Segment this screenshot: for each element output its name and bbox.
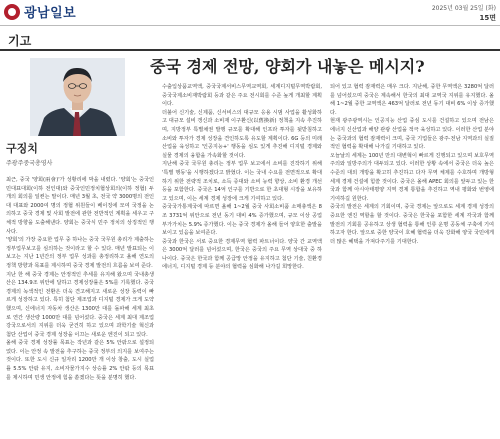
- article-headline: 중국 경제 전망, 양회가 내놓은 메시지?: [150, 57, 425, 76]
- paragraph: 올해 중국 경제 성장률 목표는 작년과 같은 5% 안팎으로 설정되었다. 이는 안정 속 발전을 추구하는 중국 정부의 의지를 보여주는 것이다. 또한 도시 신규 일자리 1200만 개 이상 창출, 도시 실업률 5.5% 안팎 유지, 소비자물가지수 상승률 2% 안팎 등의 목표를 제시하며 민생 안정에 힘을 쏟겠다는 뜻을 분명히 했다.: [6, 340, 154, 381]
- issue-date: 2025년 03월 25일 (화): [431, 5, 496, 12]
- paragraph: 더불어 신기술, 신제품, 신서비스의 대규모 응용 시범 사업을 활성화하고 대규모 설비 갱신과 소비재 이구환신(以舊換新) 정책을 지속 추진하며, 지방정부 특별채권 발행 규모를 확대해 인프라 투자를 뒷받침하고 소비와 투자가 경제 성장을 견인하도록 유도할 계획이다. 6G 등의 미래 산업을 육성하고 '인공지능+' 행동을 심도 있게 추진해 디지털 경제와 실물 경제의 융합을 가속화할 것이다.: [162, 109, 322, 159]
- section-label: 기고: [8, 34, 32, 48]
- paragraph: 오늘날의 세계는 100년 만의 대변혁이 빠르게 진행되고 있으며 보호무역주의와 일방주의가 대두되고 있다. 이러한 상황 속에서 중국은 더욱 높은 수준의 대외 개방을 확고히 추진하고 다자 무역 체제를 수호하며 개방형 세계 경제 건설에 힘쓸 것이다. 중국은 올해 APEC 회의를 앞두고 있는 한국과 함께 아시아태평양 지역 경제 통합을 추진하고 역내 평화와 번영에 기여하길 원한다.: [330, 152, 494, 202]
- paragraph: 되어 있고 협력 잠재력은 매우 크다. 지난해, 중한 무역액은 3280억 달러를 넘어섰으며 중국은 계속해서 한국의 최대 교역국 지위를 유지했다. 올해 1~2월 중한 교역액은 463억 달러로 전년 동기 대비 6% 이상 증가했다.: [330, 84, 494, 116]
- logo-icon: [4, 4, 20, 20]
- paragraph: 지난해 중국 국무원 총리는 정부 업무 보고에서 소비를 진작하기 위해 '특별 행동'을 시행하겠다고 밝혔다. 이는 국내 수요를 전면적으로 확대하기 위한 전략적 조치로, 소득 증대와 소비 능력 향상, 소비 환경 개선 등을 포함한다. 중국은 14억 인구를 기반으로 한 초대형 시장을 보유하고 있으며, 이는 세계 경제 성장에 크게 기여하고 있다.: [162, 161, 322, 202]
- paragraph: 중국의 발전은 세계의 기회이며, 중국 경제는 앞으로도 세계 경제 성장의 중요한 엔진 역할을 할 것이다. 중국은 한국을 포함한 세계 각국과 함께 발전의 기회를 공유하고 상생 협력을 통해 인류 운명 공동체 구축에 기여하고자 한다. 앞으로 중한 양국이 호혜 협력을 더욱 강화해 양국 국민에게 더 많은 혜택을 가져다주기를 기대한다.: [330, 204, 494, 245]
- paragraph: '양회'의 가장 중요한 업무 중 하나는 중국 국무원 총리가 제출하는 정부업무보고를 심의하는 것이라고 할 수 있다. 매년 발표되는 이 보고는 지난 1년간의 정부 업무 성과를 총정리하고 올해 연도의 정책 방향과 목표를 제시하며 중국 경제 발전의 흐름을 보여 준다.: [6, 237, 154, 269]
- author-photo: [30, 58, 125, 136]
- paragraph: 최근, 중국 '양회(兩會)'가 성황리에 막을 내렸다. '양회'는 중국인민대표대회(이하 전인대)와 중국인민정치협상회의(이하 정협) 두 개의 회의를 일컫는 말이다. 매년 3월 초, 전국 약 3000명의 전인대 대표와 2000여 명의 정협 위원들이 베이징에 모여 국정을 논의하고 중국 경제 및 사회 발전에 관한 전반적인 계획을 세우고 구체적 방향을 도출해낸다. 양회는 중국식 민주 정치의 상징적인 행사다.: [6, 177, 154, 235]
- paragraph: 수출입상품교역액, 중국국제서비스무역교역회, 세계디지털무역박람회, 중국국제소비재박람회 등과 같은 주요 전시회를 수준 높게 개최할 계획이다.: [162, 84, 322, 108]
- page-number: 15면: [479, 14, 496, 22]
- article-column-3: [330, 83, 494, 436]
- logo-text: 광남일보: [24, 6, 77, 21]
- paragraph: 현재 광주광역시는 인공지능 산업 중심 도시를 건설하고 있으며 전남은 에너지 신산업과 해양 관광 산업을 적극 육성하고 있다. 이러한 산업 분야는 중국과의 협력 잠재력이 크며, 중국 기업들은 광주·전남 지역과의 실질적인 협력을 확대해 나가길 기대하고 있다.: [330, 118, 494, 151]
- masthead: [0, 0, 500, 26]
- author-title: 주광주중국총영사: [6, 160, 53, 167]
- article-column-1: [6, 176, 154, 436]
- paragraph: 중국과 한국은 서로 중요한 경제무역 협력 파트너이다. 양국 간 교역액은 3000억 달러를 넘어섰으며, 한국은 중국의 주요 무역 상대국 중 하나이다. 중국은 한국과 함께 공급망 안정을 유지하고 첨단 기술, 친환경 에너지, 디지털 경제 등 분야의 협력을 심화해 나가길 희망한다.: [162, 238, 322, 271]
- article-column-2: [162, 83, 322, 436]
- author-portrait-icon: [30, 58, 125, 136]
- paragraph: 지난 한 해 중국 경제는 안정적인 추세를 유지해 왔으며 국내총생산은 134.9조 위안에 달하고 경제성장률은 5%를 기록했다. 중국 경제의 녹색적인 전환은 더욱 견고해지고 새로운 성장 동력이 빠르게 성장하고 있다. 특히 첨단 제조업과 디지털 경제가 크게 도약했으며, 신에너지 자동차 생산은 1300만 대를 돌파해 세계 최초로 연간 생산량 1000만 대를 넘어섰다. 중국은 세계 최대 제조업 강국으로서의 지위를 더욱 굳건히 하고 있으며 과학기술 혁신과 첨단 산업이 중국 경제 성장을 이끄는 새로운 엔진이 되고 있다.: [6, 271, 154, 338]
- author-name: 구징치: [6, 142, 38, 155]
- paragraph: 중국국가통계국에 따르면 올해 1~2월 중국 사회소비품 소매총액은 8조 3731억 위안으로 전년 동기 대비 4% 증가했으며, 규모 이상 공업 부가가치는 5.9% 증가했다. 이는 중국 경제가 올해 들어 양호한 출발을 보이고 있음을 보여준다.: [162, 204, 322, 237]
- section-bar: [0, 27, 500, 51]
- newspaper-logo[interactable]: [4, 2, 76, 21]
